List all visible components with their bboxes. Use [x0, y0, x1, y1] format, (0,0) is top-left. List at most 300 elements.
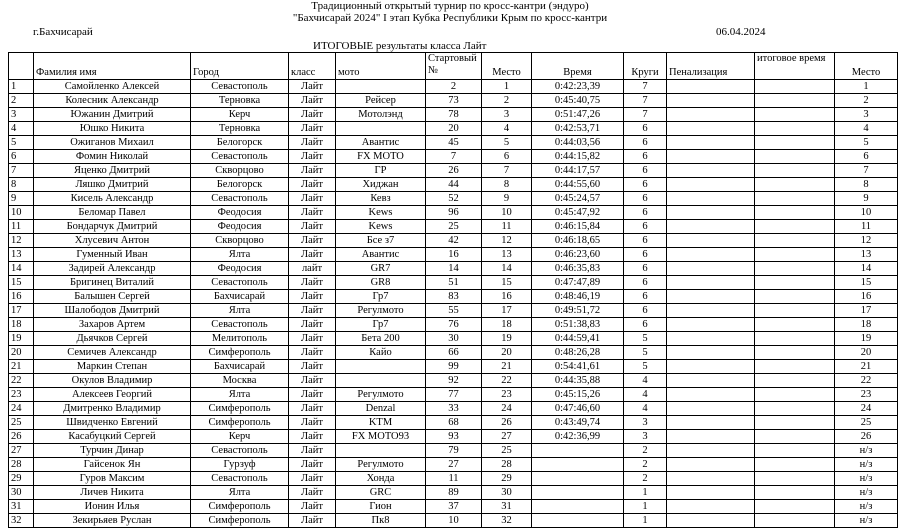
start-number-cell: 27 — [426, 458, 482, 472]
penalty-cell — [667, 444, 755, 458]
row-index-cell: 23 — [9, 388, 34, 402]
place-cell: 24 — [482, 402, 532, 416]
place-cell: 16 — [482, 290, 532, 304]
col-header-final-place: Место — [835, 53, 898, 80]
rider-name-cell: Шалободов Дмитрий — [34, 304, 191, 318]
final-time-cell — [755, 94, 835, 108]
final-place-cell: 25 — [835, 416, 898, 430]
race-time-cell: 0:46:23,60 — [532, 248, 624, 262]
col-header-name: Фамилия имя — [34, 53, 191, 80]
rider-city-cell: Ялта — [191, 248, 289, 262]
laps-cell: 6 — [624, 122, 667, 136]
final-time-cell — [755, 304, 835, 318]
start-number-cell: 78 — [426, 108, 482, 122]
laps-cell: 3 — [624, 416, 667, 430]
row-index-cell: 4 — [9, 122, 34, 136]
race-time-cell: 0:43:49,74 — [532, 416, 624, 430]
place-cell: 3 — [482, 108, 532, 122]
rider-city-cell: Феодосия — [191, 206, 289, 220]
start-number-cell: 51 — [426, 276, 482, 290]
final-place-cell: н/з — [835, 486, 898, 500]
rider-moto-cell: Бета 200 — [336, 332, 426, 346]
final-time-cell — [755, 500, 835, 514]
final-time-cell — [755, 276, 835, 290]
final-place-cell: 4 — [835, 122, 898, 136]
results-table — [8, 52, 898, 528]
final-time-cell — [755, 360, 835, 374]
final-time-cell — [755, 262, 835, 276]
place-cell: 20 — [482, 346, 532, 360]
rider-city-cell: Симферополь — [191, 500, 289, 514]
start-number-cell: 55 — [426, 304, 482, 318]
laps-cell: 5 — [624, 360, 667, 374]
final-time-cell — [755, 150, 835, 164]
final-time-cell — [755, 346, 835, 360]
place-cell: 28 — [482, 458, 532, 472]
laps-cell: 6 — [624, 304, 667, 318]
final-time-cell — [755, 458, 835, 472]
laps-cell: 1 — [624, 514, 667, 528]
rider-name-cell: Алексеев Георгий — [34, 388, 191, 402]
final-time-cell — [755, 136, 835, 150]
final-place-cell: 6 — [835, 150, 898, 164]
rider-city-cell: Терновка — [191, 94, 289, 108]
col-header-class: класс — [289, 53, 336, 80]
row-index-cell: 15 — [9, 276, 34, 290]
rider-moto-cell: ГР — [336, 164, 426, 178]
rider-class-cell: Лайт — [289, 430, 336, 444]
rider-name-cell: Фомин Николай — [34, 150, 191, 164]
rider-city-cell: Мелитополь — [191, 332, 289, 346]
place-cell: 7 — [482, 164, 532, 178]
rider-moto-cell: GRC — [336, 486, 426, 500]
start-number-cell: 83 — [426, 290, 482, 304]
rider-moto-cell: Регулмото — [336, 304, 426, 318]
table-row — [9, 430, 898, 444]
rider-class-cell: Лайт — [289, 206, 336, 220]
place-cell: 10 — [482, 206, 532, 220]
race-time-cell: 0:49:51,72 — [532, 304, 624, 318]
race-time-cell: 0:54:41,61 — [532, 360, 624, 374]
place-cell: 26 — [482, 416, 532, 430]
row-index-cell: 2 — [9, 94, 34, 108]
penalty-cell — [667, 430, 755, 444]
place-cell: 25 — [482, 444, 532, 458]
table-row — [9, 206, 898, 220]
rider-name-cell: Дмитренко Владимир — [34, 402, 191, 416]
place-cell: 32 — [482, 514, 532, 528]
table-row — [9, 248, 898, 262]
penalty-cell — [667, 248, 755, 262]
race-time-cell: 0:44:17,57 — [532, 164, 624, 178]
rider-moto-cell — [336, 444, 426, 458]
rider-city-cell: Ялта — [191, 486, 289, 500]
rider-moto-cell: Авантис — [336, 136, 426, 150]
rider-class-cell: Лайт — [289, 332, 336, 346]
row-index-cell: 19 — [9, 332, 34, 346]
penalty-cell — [667, 276, 755, 290]
row-index-cell: 31 — [9, 500, 34, 514]
rider-name-cell: Беломар Павел — [34, 206, 191, 220]
place-cell: 5 — [482, 136, 532, 150]
start-number-cell: 96 — [426, 206, 482, 220]
final-time-cell — [755, 472, 835, 486]
rider-class-cell: Лайт — [289, 80, 336, 94]
final-time-cell — [755, 388, 835, 402]
rider-moto-cell: Кайо — [336, 346, 426, 360]
place-cell: 14 — [482, 262, 532, 276]
start-number-cell: 11 — [426, 472, 482, 486]
final-place-cell: 1 — [835, 80, 898, 94]
penalty-cell — [667, 402, 755, 416]
rider-moto-cell: Пк8 — [336, 514, 426, 528]
final-place-cell: н/з — [835, 472, 898, 486]
penalty-cell — [667, 332, 755, 346]
final-place-cell: н/з — [835, 500, 898, 514]
rider-moto-cell — [336, 122, 426, 136]
rider-name-cell: Бригинец Виталий — [34, 276, 191, 290]
row-index-cell: 8 — [9, 178, 34, 192]
start-number-cell: 44 — [426, 178, 482, 192]
final-place-cell: 3 — [835, 108, 898, 122]
rider-moto-cell: Denzal — [336, 402, 426, 416]
table-row — [9, 262, 898, 276]
rider-city-cell: Севастополь — [191, 276, 289, 290]
final-time-cell — [755, 220, 835, 234]
table-row — [9, 122, 898, 136]
laps-cell: 1 — [624, 486, 667, 500]
table-row — [9, 136, 898, 150]
row-index-cell: 24 — [9, 402, 34, 416]
final-place-cell: 16 — [835, 290, 898, 304]
race-time-cell — [532, 458, 624, 472]
rider-moto-cell: Гион — [336, 500, 426, 514]
rider-class-cell: Лайт — [289, 164, 336, 178]
rider-city-cell: Ялта — [191, 304, 289, 318]
laps-cell: 6 — [624, 220, 667, 234]
rider-city-cell: Севастополь — [191, 444, 289, 458]
final-time-cell — [755, 486, 835, 500]
race-time-cell: 0:47:47,89 — [532, 276, 624, 290]
rider-name-cell: Юшко Никита — [34, 122, 191, 136]
final-place-cell: 22 — [835, 374, 898, 388]
laps-cell: 6 — [624, 206, 667, 220]
penalty-cell — [667, 164, 755, 178]
final-place-cell: 11 — [835, 220, 898, 234]
laps-cell: 6 — [624, 178, 667, 192]
rider-class-cell: Лайт — [289, 486, 336, 500]
rider-city-cell: Бахчисарай — [191, 290, 289, 304]
final-time-cell — [755, 332, 835, 346]
place-cell: 1 — [482, 80, 532, 94]
rider-city-cell: Гурзуф — [191, 458, 289, 472]
race-time-cell: 0:42:53,71 — [532, 122, 624, 136]
final-place-cell: 8 — [835, 178, 898, 192]
final-place-cell: н/з — [835, 458, 898, 472]
rider-class-cell: Лайт — [289, 318, 336, 332]
table-row — [9, 234, 898, 248]
row-index-cell: 14 — [9, 262, 34, 276]
final-time-cell — [755, 108, 835, 122]
rider-class-cell: Лайт — [289, 388, 336, 402]
start-number-cell: 2 — [426, 80, 482, 94]
table-row — [9, 416, 898, 430]
place-cell: 30 — [482, 486, 532, 500]
laps-cell: 6 — [624, 276, 667, 290]
start-number-cell: 10 — [426, 514, 482, 528]
penalty-cell — [667, 318, 755, 332]
rider-city-cell: Севастополь — [191, 472, 289, 486]
final-time-cell — [755, 248, 835, 262]
race-time-cell: 0:44:55,60 — [532, 178, 624, 192]
race-time-cell: 0:48:46,19 — [532, 290, 624, 304]
rider-name-cell: Турчин Динар — [34, 444, 191, 458]
penalty-cell — [667, 388, 755, 402]
start-number-cell: 25 — [426, 220, 482, 234]
row-index-cell: 27 — [9, 444, 34, 458]
start-number-cell: 73 — [426, 94, 482, 108]
race-time-cell: 0:51:47,26 — [532, 108, 624, 122]
rider-moto-cell — [336, 360, 426, 374]
rider-moto-cell: Авантис — [336, 248, 426, 262]
final-place-cell: 14 — [835, 262, 898, 276]
rider-city-cell: Бахчисарай — [191, 360, 289, 374]
table-row — [9, 178, 898, 192]
col-header-moto: мото — [336, 53, 426, 80]
row-index-cell: 17 — [9, 304, 34, 318]
laps-cell: 1 — [624, 500, 667, 514]
race-time-cell — [532, 514, 624, 528]
table-header-row — [9, 53, 898, 80]
start-number-cell: 45 — [426, 136, 482, 150]
row-index-cell: 29 — [9, 472, 34, 486]
rider-moto-cell: Гр7 — [336, 318, 426, 332]
rider-moto-cell: Хонда — [336, 472, 426, 486]
rider-city-cell: Симферополь — [191, 346, 289, 360]
final-time-cell — [755, 178, 835, 192]
final-place-cell: 24 — [835, 402, 898, 416]
laps-cell: 6 — [624, 262, 667, 276]
rider-name-cell: Личев Никита — [34, 486, 191, 500]
final-place-cell: н/з — [835, 514, 898, 528]
rider-moto-cell: FX MOTO93 — [336, 430, 426, 444]
race-time-cell: 0:45:15,26 — [532, 388, 624, 402]
final-time-cell — [755, 430, 835, 444]
penalty-cell — [667, 178, 755, 192]
rider-moto-cell: GR7 — [336, 262, 426, 276]
laps-cell: 6 — [624, 192, 667, 206]
laps-cell: 4 — [624, 388, 667, 402]
start-number-cell: 89 — [426, 486, 482, 500]
rider-moto-cell: Гр7 — [336, 290, 426, 304]
row-index-cell: 5 — [9, 136, 34, 150]
row-index-cell: 21 — [9, 360, 34, 374]
race-time-cell: 0:44:15,82 — [532, 150, 624, 164]
penalty-cell — [667, 206, 755, 220]
rider-moto-cell: Kews — [336, 206, 426, 220]
start-number-cell: 92 — [426, 374, 482, 388]
tournament-title: Традиционный открытый турнир по кросс-кантри (эндуро) — [311, 0, 589, 12]
start-number-cell: 16 — [426, 248, 482, 262]
final-time-cell — [755, 234, 835, 248]
row-index-cell: 3 — [9, 108, 34, 122]
rider-city-cell: Симферополь — [191, 402, 289, 416]
start-number-cell: 30 — [426, 332, 482, 346]
start-number-cell: 99 — [426, 360, 482, 374]
rider-name-cell: Южанин Дмитрий — [34, 108, 191, 122]
rider-class-cell: Лайт — [289, 500, 336, 514]
rider-name-cell: Бондарчук Дмитрий — [34, 220, 191, 234]
table-row — [9, 346, 898, 360]
start-number-cell: 20 — [426, 122, 482, 136]
col-header-start-number: Стартовый № — [426, 53, 482, 80]
rider-name-cell: Кисель Александр — [34, 192, 191, 206]
final-place-cell: 2 — [835, 94, 898, 108]
final-time-cell — [755, 80, 835, 94]
rider-moto-cell: Хиджан — [336, 178, 426, 192]
place-cell: 22 — [482, 374, 532, 388]
rider-name-cell: Гуров Максим — [34, 472, 191, 486]
laps-cell: 2 — [624, 472, 667, 486]
rider-name-cell: Семичев Александр — [34, 346, 191, 360]
table-row — [9, 94, 898, 108]
rider-class-cell: Лайт — [289, 192, 336, 206]
row-index-cell: 7 — [9, 164, 34, 178]
place-cell: 2 — [482, 94, 532, 108]
rider-city-cell: Терновка — [191, 122, 289, 136]
rider-name-cell: Самойленко Алексей — [34, 80, 191, 94]
table-row — [9, 164, 898, 178]
laps-cell: 2 — [624, 444, 667, 458]
row-index-cell: 11 — [9, 220, 34, 234]
final-place-cell: 17 — [835, 304, 898, 318]
table-row — [9, 80, 898, 94]
table-row — [9, 374, 898, 388]
rider-class-cell: Лайт — [289, 178, 336, 192]
start-number-cell: 79 — [426, 444, 482, 458]
place-cell: 29 — [482, 472, 532, 486]
rider-class-cell: Лайт — [289, 514, 336, 528]
rider-class-cell: Лайт — [289, 360, 336, 374]
start-number-cell: 77 — [426, 388, 482, 402]
rider-city-cell: Севастополь — [191, 192, 289, 206]
rider-city-cell: Севастополь — [191, 150, 289, 164]
table-row — [9, 486, 898, 500]
rider-moto-cell: Регулмото — [336, 388, 426, 402]
place-cell: 8 — [482, 178, 532, 192]
laps-cell: 6 — [624, 136, 667, 150]
col-header-laps: Круги — [624, 53, 667, 80]
penalty-cell — [667, 472, 755, 486]
start-number-cell: 52 — [426, 192, 482, 206]
place-cell: 23 — [482, 388, 532, 402]
rider-city-cell: Москва — [191, 374, 289, 388]
laps-cell: 3 — [624, 430, 667, 444]
final-time-cell — [755, 290, 835, 304]
place-cell: 12 — [482, 234, 532, 248]
rider-moto-cell: Регулмото — [336, 458, 426, 472]
race-time-cell: 0:45:40,75 — [532, 94, 624, 108]
rider-city-cell: Белогорск — [191, 178, 289, 192]
final-place-cell: 26 — [835, 430, 898, 444]
rider-name-cell: Ионин Илья — [34, 500, 191, 514]
start-number-cell: 76 — [426, 318, 482, 332]
race-time-cell: 0:45:47,92 — [532, 206, 624, 220]
city-label: г.Бахчисарай — [33, 26, 93, 38]
penalty-cell — [667, 458, 755, 472]
rider-class-cell: Лайт — [289, 276, 336, 290]
col-header-place: Место — [482, 53, 532, 80]
rider-name-cell: Зекирьяев Руслан — [34, 514, 191, 528]
table-row — [9, 220, 898, 234]
laps-cell: 6 — [624, 318, 667, 332]
row-index-cell: 20 — [9, 346, 34, 360]
rider-moto-cell: Kews — [336, 220, 426, 234]
laps-cell: 7 — [624, 94, 667, 108]
row-index-cell: 30 — [9, 486, 34, 500]
rider-name-cell: Яценко Дмитрий — [34, 164, 191, 178]
place-cell: 9 — [482, 192, 532, 206]
final-time-cell — [755, 444, 835, 458]
penalty-cell — [667, 304, 755, 318]
table-row — [9, 290, 898, 304]
rider-city-cell: Симферополь — [191, 514, 289, 528]
row-index-cell: 32 — [9, 514, 34, 528]
final-time-cell — [755, 416, 835, 430]
final-time-cell — [755, 514, 835, 528]
rider-class-cell: Лайт — [289, 94, 336, 108]
rider-class-cell: Лайт — [289, 220, 336, 234]
rider-class-cell: Лайт — [289, 108, 336, 122]
final-place-cell: 10 — [835, 206, 898, 220]
row-index-cell: 13 — [9, 248, 34, 262]
final-place-cell: 7 — [835, 164, 898, 178]
rider-moto-cell — [336, 374, 426, 388]
final-place-cell: 15 — [835, 276, 898, 290]
laps-cell: 7 — [624, 108, 667, 122]
rider-moto-cell: KTM — [336, 416, 426, 430]
row-index-cell: 6 — [9, 150, 34, 164]
laps-cell: 6 — [624, 290, 667, 304]
rider-city-cell: Скворцово — [191, 234, 289, 248]
race-time-cell: 0:48:26,28 — [532, 346, 624, 360]
row-index-cell: 22 — [9, 374, 34, 388]
rider-class-cell: лайт — [289, 262, 336, 276]
rider-moto-cell: GR8 — [336, 276, 426, 290]
place-cell: 15 — [482, 276, 532, 290]
penalty-cell — [667, 136, 755, 150]
race-time-cell: 0:46:18,65 — [532, 234, 624, 248]
place-cell: 4 — [482, 122, 532, 136]
penalty-cell — [667, 220, 755, 234]
rider-name-cell: Окулов Владимир — [34, 374, 191, 388]
rider-class-cell: Лайт — [289, 444, 336, 458]
final-time-cell — [755, 318, 835, 332]
final-place-cell: 19 — [835, 332, 898, 346]
rider-city-cell: Ялта — [191, 388, 289, 402]
race-time-cell: 0:47:46,60 — [532, 402, 624, 416]
race-time-cell: 0:46:35,83 — [532, 262, 624, 276]
rider-moto-cell: FX MOTO — [336, 150, 426, 164]
rider-city-cell: Белогорск — [191, 136, 289, 150]
race-time-cell — [532, 500, 624, 514]
row-index-cell: 10 — [9, 206, 34, 220]
laps-cell: 6 — [624, 248, 667, 262]
race-time-cell — [532, 486, 624, 500]
race-time-cell: 0:44:59,41 — [532, 332, 624, 346]
penalty-cell — [667, 374, 755, 388]
laps-cell: 4 — [624, 402, 667, 416]
